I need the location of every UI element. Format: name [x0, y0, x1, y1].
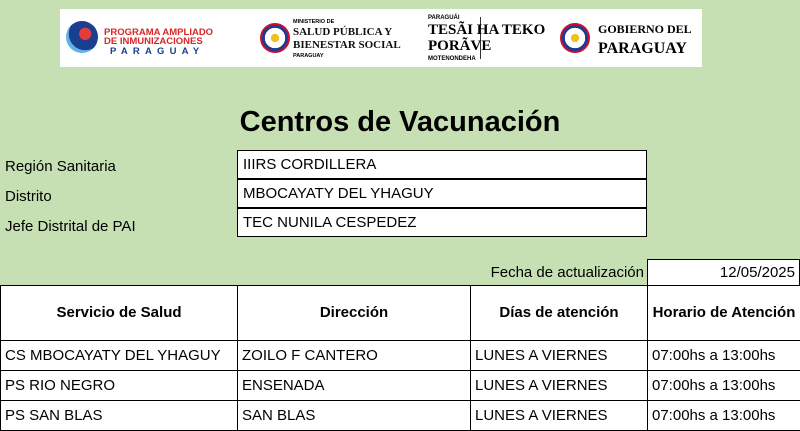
page-title: Centros de Vacunación — [239, 106, 561, 138]
cell-direccion: SAN BLAS — [238, 401, 471, 431]
cell-servicio: PS RIO NEGRO — [1, 371, 238, 401]
pai-emblem-icon — [66, 21, 98, 53]
ministerio-footer-text: PARAGUAY — [293, 53, 324, 59]
pai-logo-line3: PARAGUAY — [110, 46, 205, 57]
region-label: Región Sanitaria — [5, 158, 116, 175]
update-date-value: 12/05/2025 — [647, 259, 800, 286]
distrito-value: MBOCAYATY DEL YHAGUY — [237, 179, 647, 208]
ministerio-line2: BIENESTAR SOCIAL — [293, 39, 401, 51]
region-value: IIIRS CORDILLERA — [237, 150, 647, 179]
jefe-label: Jefe Distrital de PAI — [5, 218, 136, 235]
teko-line1: TESÃI HA TEKO — [428, 22, 546, 38]
jefe-value: TEC NUNILA CESPEDEZ — [237, 208, 647, 237]
teko-footer-text: MOTENONDEHA — [428, 56, 476, 62]
teko-logo — [428, 9, 548, 67]
teko-line2: PORÃVE — [428, 38, 492, 54]
pai-logo-line1: PROGRAMA AMPLIADO — [104, 27, 214, 38]
header-horario: Horario de Atención — [648, 286, 800, 341]
header-servicio: Servicio de Salud — [1, 286, 238, 341]
update-date-label: Fecha de actualización — [490, 264, 644, 281]
gobierno-line2: PARAGUAY — [598, 40, 687, 57]
header-logo-banner — [60, 9, 702, 67]
gobierno-seal-icon — [560, 23, 590, 53]
cell-servicio: CS MBOCAYATY DEL YHAGUY — [1, 341, 238, 371]
table-header-row — [1, 286, 800, 341]
ministerio-logo — [260, 9, 420, 67]
cell-dias: LUNES A VIERNES — [471, 401, 648, 431]
cell-dias: LUNES A VIERNES — [471, 371, 648, 401]
cell-horario: 07:00hs a 13:00hs — [648, 401, 800, 431]
teko-small-text: PARAGUÁI — [428, 15, 460, 21]
ministerio-seal-icon — [260, 23, 290, 53]
pai-logo — [60, 9, 250, 67]
gobierno-line1: GOBIERNO DEL — [598, 22, 692, 36]
cell-direccion: ZOILO F CANTERO — [238, 341, 471, 371]
vaccination-centers-table — [0, 285, 800, 431]
table-row — [1, 341, 800, 371]
cell-horario: 07:00hs a 13:00hs — [648, 371, 800, 401]
cell-dias: LUNES A VIERNES — [471, 341, 648, 371]
cell-horario: 07:00hs a 13:00hs — [648, 341, 800, 371]
header-dias: Días de atención — [471, 286, 648, 341]
pai-logo-line2: DE INMUNIZACIONES — [104, 36, 203, 47]
cell-direccion: ENSENADA — [238, 371, 471, 401]
distrito-label: Distrito — [5, 188, 52, 205]
ministerio-line1: SALUD PÚBLICA Y — [293, 26, 393, 38]
table-row — [1, 371, 800, 401]
table-row — [1, 401, 800, 431]
header-direccion: Dirección — [238, 286, 471, 341]
ministerio-small-text: MINISTERIO DE — [293, 19, 335, 25]
cell-servicio: PS SAN BLAS — [1, 401, 238, 431]
